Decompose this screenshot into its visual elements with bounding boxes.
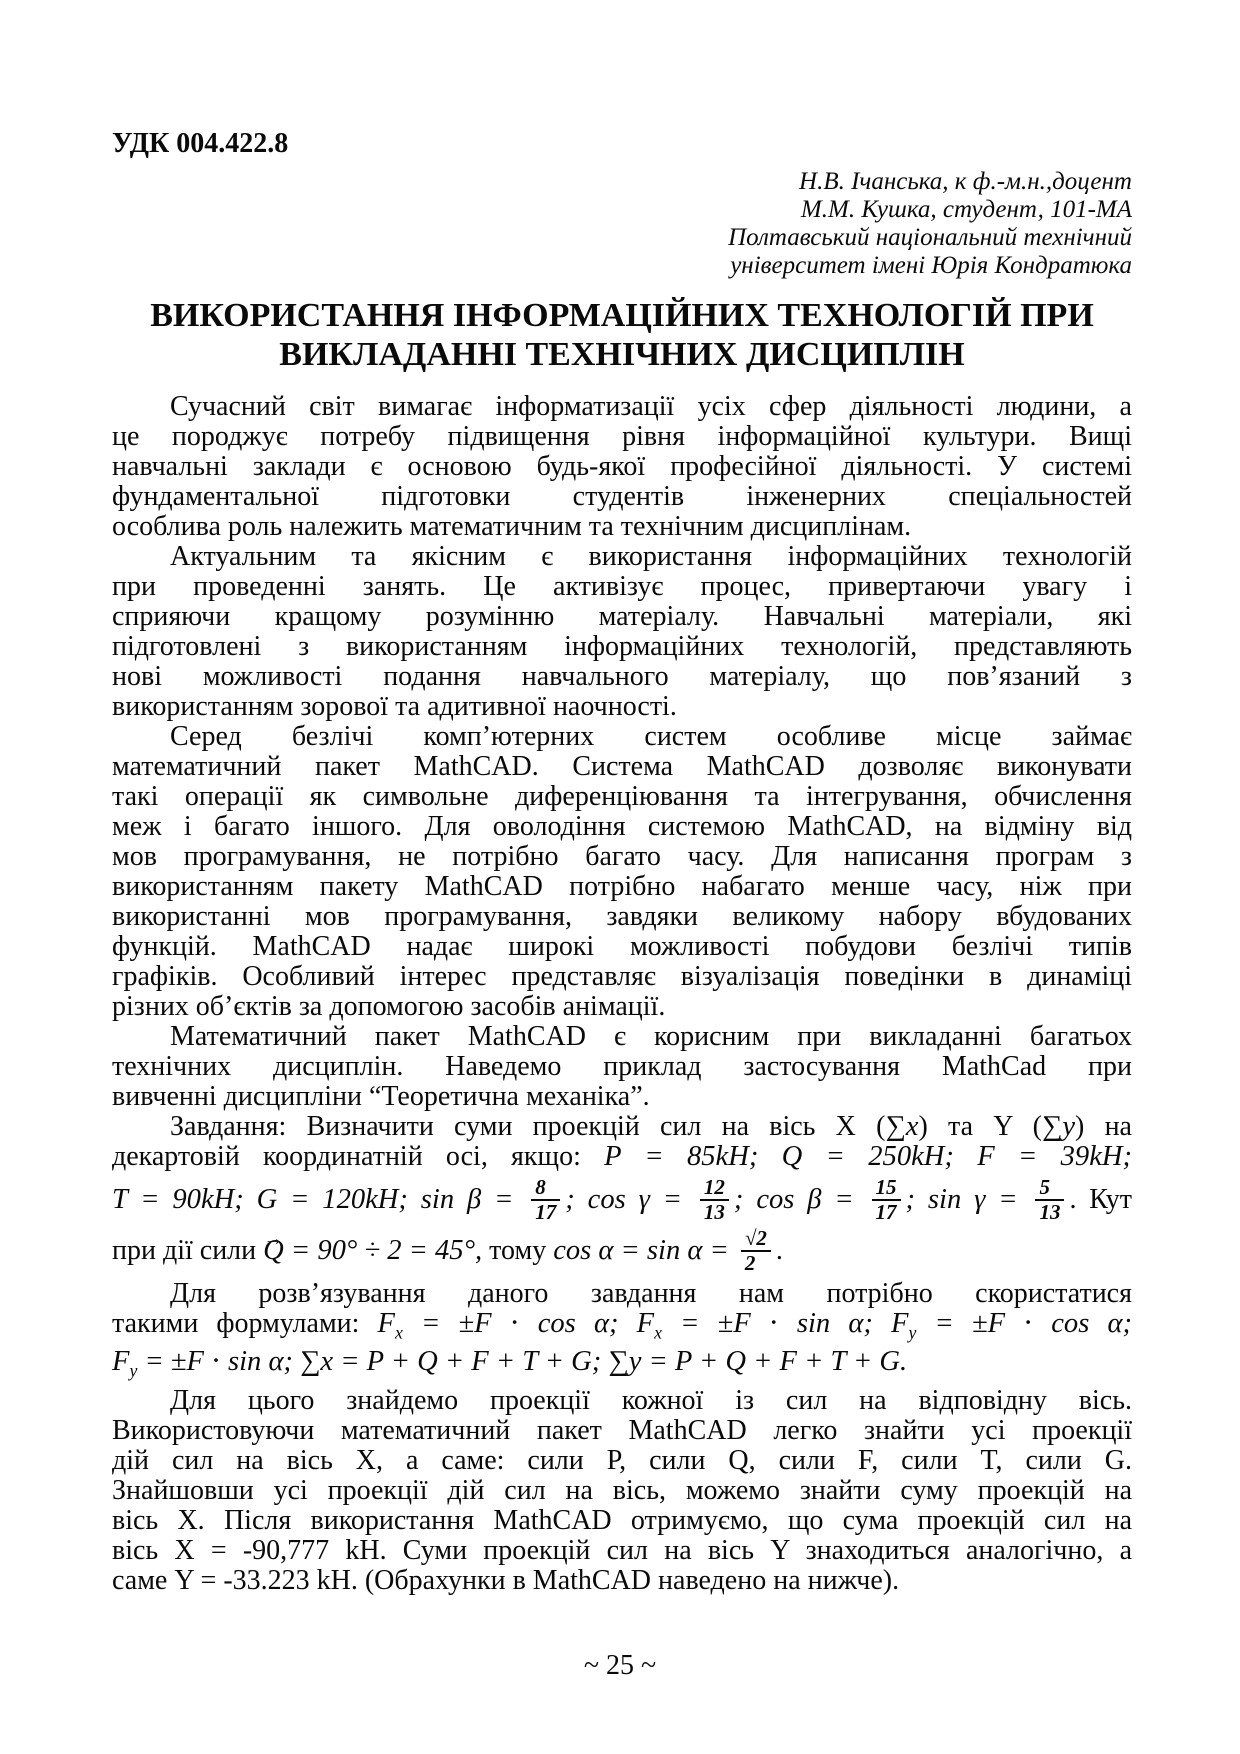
affiliation-line: Полтавський національний технічний	[728, 224, 1132, 251]
author-line: М.М. Кушка, студент, 101-МА	[800, 196, 1132, 223]
subscript-x: x	[654, 1322, 662, 1343]
fraction	[531, 1176, 560, 1223]
fraction-sqrt2-over-2	[741, 1227, 771, 1274]
text-fragment: такими формулами:	[112, 1307, 378, 1339]
text-line	[112, 1112, 1132, 1142]
formula-line	[112, 1309, 1132, 1348]
text-line: Сучасний світ вимагає інформатизації усіх сфер діяльності людини, а	[170, 391, 1132, 422]
text-line: Для розв’язування даного завдання нам потрібно скористатися	[170, 1277, 1132, 1309]
text-fragment: декартовій координатній осі, якщо:	[112, 1141, 605, 1172]
formula-fragment: ; cos γ =	[565, 1183, 695, 1215]
formula-sum-y: ∑y	[1041, 1111, 1076, 1142]
formula-line	[112, 1227, 1132, 1274]
formula-fragment: = ±F ⋅ sin α; ∑x = P + Q + F + T + G; ∑y = P + Q + F + T + G.	[137, 1346, 908, 1378]
title-line: ВИКОРИСТАННЯ ІНФОРМАЦІЙНИХ ТЕХНОЛОГІЙ ПРИ	[150, 297, 1094, 334]
text-line: сприяючи кращому розумінню матеріалу. Навчальні матеріали, які	[112, 601, 1132, 632]
formula-line	[112, 1347, 1132, 1386]
text-line: використанням пакету MathCAD потрібно набагато менше часу, ніж при	[112, 871, 1132, 902]
page-number: ~ 25 ~	[583, 1650, 657, 1681]
title-line: ВИКЛАДАННІ ТЕХНІЧНИХ ДИСЦИПЛІН	[279, 336, 965, 373]
fraction	[1035, 1176, 1064, 1223]
paragraph-formulas	[112, 1279, 1132, 1386]
fraction-denominator: 13	[1039, 1199, 1061, 1224]
text-line: Знайшовши усі проекції дій сил на вісь, можемо знайти суму проекцій на	[112, 1475, 1132, 1507]
text-line: мов програмування, не потрібно багато часу. Для написання програм з	[112, 841, 1132, 872]
formula-fragment: = 90° ÷ 2 = 45°,	[283, 1235, 483, 1267]
vector-q: Q →	[263, 1236, 284, 1266]
paragraph-4	[112, 1022, 1132, 1112]
fraction-numerator: 15	[872, 1176, 901, 1201]
udc-code: УДК 004.422.8	[112, 128, 289, 159]
author-line: Н.В. Ічанська, к ф.-м.н.,доцент	[799, 168, 1132, 195]
text-line: вісь X = -90,777 kH. Суми проекцій сил на вісь Y знаходиться аналогічно, а	[112, 1535, 1132, 1567]
text-line: нові можливості подання навчального матеріалу, що пов’язаний з	[112, 661, 1132, 692]
text-line: Математичний пакет MathCAD є корисним при викладанні багатьох	[170, 1021, 1132, 1052]
subscript-x: x	[394, 1322, 403, 1343]
fraction-denominator: 2	[744, 1251, 756, 1276]
paragraph-task	[112, 1112, 1132, 1275]
text-line: вісь X. Після використання MathCAD отримуємо, що сума проекцій сил на	[112, 1505, 1132, 1537]
paragraph-3	[112, 722, 1132, 1022]
text-line: різних об’єктів за допомогою засобів анімації.	[112, 991, 666, 1022]
subscript-y: y	[908, 1322, 917, 1343]
fraction	[700, 1176, 729, 1223]
fraction-denominator: 17	[535, 1199, 557, 1224]
fraction-denominator: 13	[703, 1199, 725, 1224]
text-line: такі операції як символьне диференціювання та інтегрування, обчислення	[112, 781, 1132, 812]
force-symbol: F	[112, 1346, 130, 1378]
text-line: меж і багато іншого. Для оволодіння системою MathCAD, на відміну від	[112, 811, 1132, 842]
text-line: використанні мов програмування, завдяки великому набору вбудованих	[112, 901, 1132, 932]
formula-fragment: T = 90kH; G = 120kH; sin β =	[112, 1183, 527, 1215]
text-line: особлива роль належить математичним та технічним дисциплінам.	[112, 511, 912, 542]
text-line: графіків. Особливий інтерес представляє візуалізація поведінки в динаміці	[112, 961, 1132, 992]
text-line: використанням зорової та адитивної наочності.	[112, 691, 677, 722]
formula-forces: P = 85kH; Q = 250kH; F = 39kH;	[604, 1141, 1132, 1172]
text-fragment: . Кут	[1069, 1183, 1132, 1215]
formula-fragment: cos α = sin α =	[553, 1235, 736, 1267]
author-block	[112, 168, 1132, 280]
article-title	[112, 296, 1132, 374]
text-line: підготовлені з використанням інформаційних технологій, представляють	[112, 631, 1132, 662]
formula-fragment: = ±F ⋅ cos α;	[402, 1307, 637, 1339]
formula-fragment: = ±F ⋅ sin α;	[661, 1307, 892, 1339]
paragraph-1	[112, 392, 1132, 542]
text-line: навчальні заклади є основою будь-якої професійної діяльності. У системі	[112, 451, 1132, 482]
fraction-numerator: 12	[700, 1176, 729, 1201]
paragraph-2	[112, 542, 1132, 722]
text-line: Серед безлічі комп’ютерних систем особливе місце займає	[170, 721, 1132, 752]
force-symbol: F	[891, 1307, 909, 1339]
fraction-numerator: 5	[1035, 1176, 1064, 1201]
text-line: функцій. MathCAD надає широкі можливості побудови безлічі типів	[112, 931, 1132, 962]
text-line: математичний пакет MathCAD. Система MathCAD дозволяє виконувати	[112, 751, 1132, 782]
article-body	[112, 392, 1132, 1596]
formula-fragment: ; sin γ =	[905, 1183, 1031, 1215]
text-line: вивченні дисципліни “Теоретична механіка”.	[112, 1081, 650, 1112]
formula-fragment: ; cos β =	[733, 1183, 867, 1215]
fraction	[872, 1176, 901, 1223]
text-line: фундаментальної підготовки студентів інженерних спеціальностей	[112, 481, 1132, 512]
text-line	[112, 1142, 1132, 1172]
formula-sums	[112, 1346, 908, 1382]
fraction-numerator: √2	[741, 1227, 771, 1252]
formula-fragment: = ±F ⋅ cos α;	[916, 1307, 1132, 1339]
text-line: Для цього знайдемо проекції кожної із сил на відповідну вісь.	[170, 1385, 1132, 1417]
text-line: Актуальним та якісним є використання інформаційних технологій	[170, 541, 1132, 572]
force-symbol: F	[636, 1307, 655, 1339]
formula-sum-x: ∑x	[885, 1111, 919, 1142]
text-line: саме Y = -33.223 kH. (Обрахунки в MathCAD наведено на нижче).	[112, 1565, 900, 1597]
text-line: при проведенні занять. Це активізує процес, привертаючи увагу і	[112, 571, 1132, 602]
force-symbol: F	[377, 1307, 395, 1339]
text-line: дій сил на вісь X, а саме: сили P, сили Q, сили F, сили T, сили G.	[112, 1445, 1132, 1477]
affiliation-line: університет імені Юрія Кондратюка	[730, 252, 1132, 279]
fraction-numerator: 8	[531, 1176, 560, 1201]
text-fragment: .	[775, 1235, 783, 1267]
formula-line	[112, 1176, 1132, 1223]
paragraph-results	[112, 1386, 1132, 1596]
text-line: технічних дисциплін. Наведемо приклад застосування MathCad при	[112, 1051, 1132, 1082]
text-line: Використовуючи математичний пакет MathCAD легко знайти усі проекції	[112, 1415, 1132, 1447]
text-fragment: ) та Y (	[918, 1111, 1042, 1142]
formula-fx-fy	[377, 1307, 1133, 1343]
text-line: це породжує потребу підвищення рівня інформаційної культури. Вищі	[112, 421, 1132, 452]
text-fragment: Завдання: Визначити суми проекцій сил на вісь X (	[170, 1111, 886, 1142]
text-fragment: при дії сили	[112, 1235, 264, 1267]
fraction-denominator: 17	[875, 1199, 897, 1224]
text-fragment: ) на	[1075, 1111, 1132, 1142]
text-fragment: тому	[482, 1235, 554, 1267]
subscript-y: y	[129, 1361, 138, 1382]
